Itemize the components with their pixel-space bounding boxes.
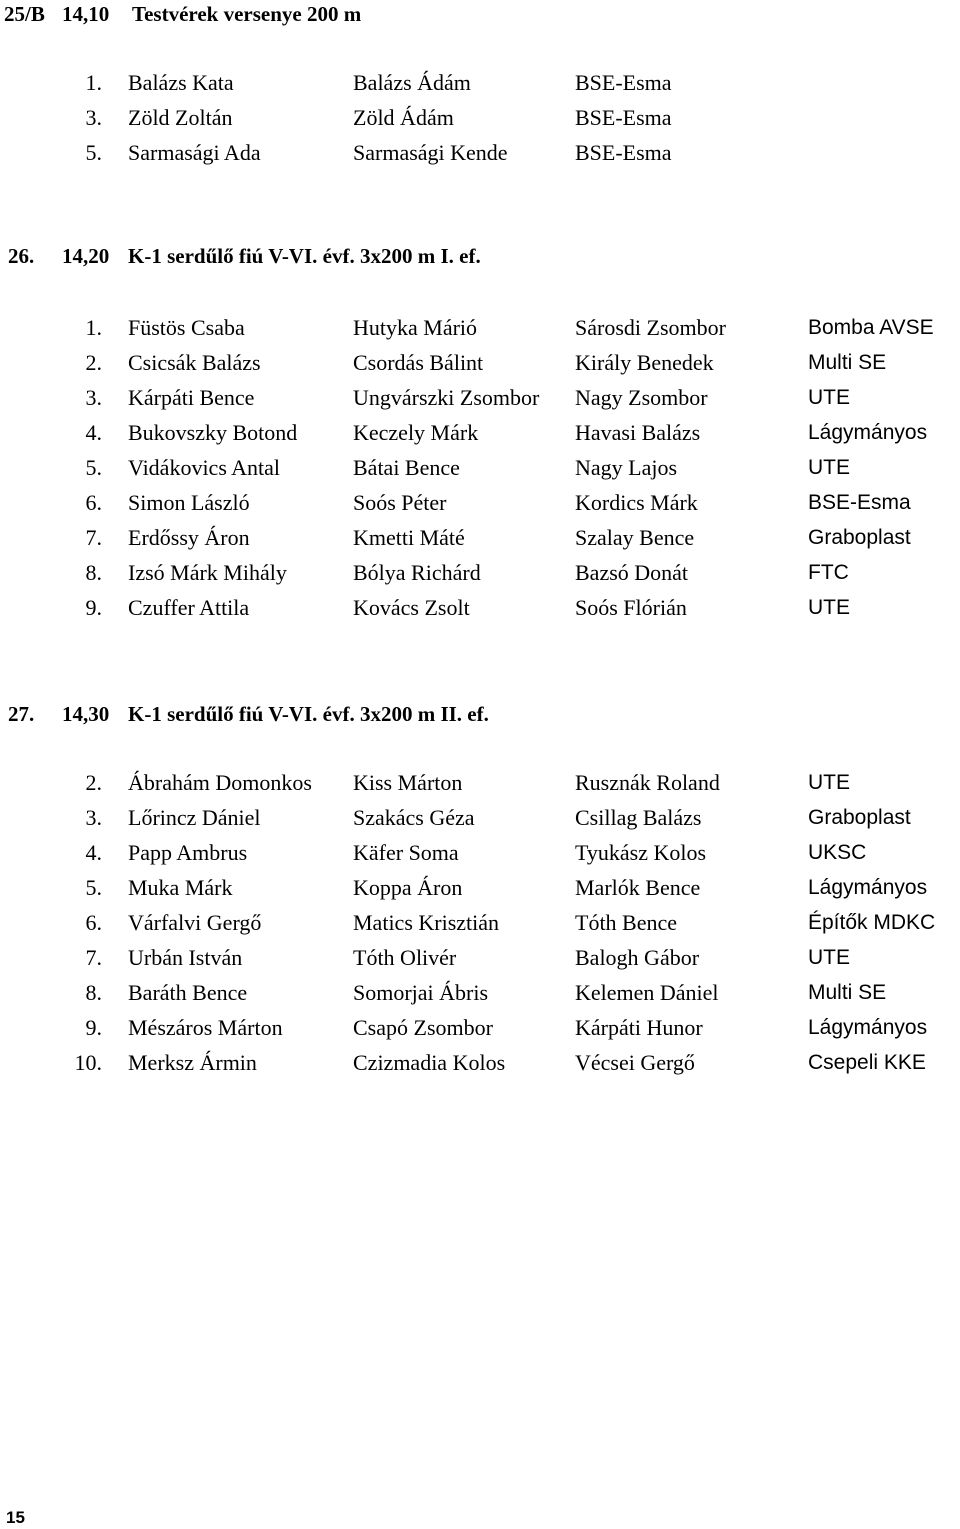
- result-row: [0, 453, 960, 483]
- competitor-2: Keczely Márk: [353, 420, 479, 445]
- section-time: 14,30: [62, 702, 110, 726]
- competitor-1: Füstös Csaba: [128, 315, 245, 340]
- club: Graboplast: [808, 806, 911, 829]
- place: 1.: [85, 315, 102, 340]
- result-row: [0, 943, 960, 973]
- club: Bomba AVSE: [808, 316, 934, 339]
- place: 5.: [85, 455, 102, 480]
- result-row: [0, 348, 960, 378]
- competitor-1: Urbán István: [128, 945, 243, 970]
- competitor-2: Käfer Soma: [353, 840, 459, 865]
- club: Lágymányos: [808, 421, 928, 444]
- competitor-3: Balogh Gábor: [575, 945, 700, 970]
- competitor-1: Mészáros Márton: [128, 1015, 283, 1040]
- competitor-1: Erdőssy Áron: [128, 525, 250, 550]
- competitor-2: Bólya Richárd: [353, 560, 481, 585]
- competitor-1: Czuffer Attila: [128, 595, 250, 620]
- competitor-2: Zöld Ádám: [353, 105, 454, 130]
- competitor-2: Hutyka Márió: [353, 315, 478, 340]
- place: 8.: [85, 560, 102, 585]
- club: UTE: [808, 596, 850, 619]
- result-row: [0, 103, 960, 133]
- club: FTC: [808, 561, 849, 584]
- place: 2.: [85, 770, 102, 795]
- result-row: [0, 908, 960, 938]
- competitor-1: Sarmasági Ada: [128, 140, 261, 165]
- competitor-2: Matics Krisztián: [353, 910, 500, 935]
- competitor-2: Szakács Géza: [353, 805, 475, 830]
- competitor-1: Kárpáti Bence: [128, 385, 255, 410]
- club: Lágymányos: [808, 876, 928, 899]
- competitor-3: Havasi Balázs: [575, 420, 701, 445]
- section-heading: [0, 702, 960, 726]
- competitor-2: Somorjai Ábris: [353, 980, 489, 1005]
- competitor-3: Sárosdi Zsombor: [575, 315, 726, 340]
- place: 3.: [85, 105, 102, 130]
- club: UTE: [808, 386, 850, 409]
- competitor-3: Tóth Bence: [575, 910, 678, 935]
- result-row: [0, 68, 960, 98]
- section-heading: [0, 2, 960, 26]
- place: 3.: [85, 385, 102, 410]
- result-row: [0, 418, 960, 448]
- club: UKSC: [808, 841, 867, 864]
- competitor-2: Balázs Ádám: [353, 70, 471, 95]
- competitor-1: Balázs Kata: [128, 70, 234, 95]
- competitor-1: Ábrahám Domonkos: [128, 770, 312, 795]
- competitor-2: Tóth Olivér: [353, 945, 457, 970]
- competitor-2: Kmetti Máté: [353, 525, 465, 550]
- result-row: [0, 873, 960, 903]
- section-number: 27.: [8, 702, 35, 726]
- competitor-1: Csicsák Balázs: [128, 350, 261, 375]
- result-row: [0, 488, 960, 518]
- competitor-2: Kovács Zsolt: [353, 595, 470, 620]
- competitor-1: Zöld Zoltán: [128, 105, 233, 130]
- result-row: [0, 558, 960, 588]
- place: 4.: [85, 420, 102, 445]
- section-title: K-1 serdűlő fiú V-VI. évf. 3x200 m I. ef.: [128, 244, 481, 268]
- competitor-1: Várfalvi Gergő: [128, 910, 262, 935]
- competitor-3: Király Benedek: [575, 350, 714, 375]
- competitor-3: Csillag Balázs: [575, 805, 702, 830]
- club: BSE-Esma: [575, 105, 672, 130]
- competitor-3: Kelemen Dániel: [575, 980, 719, 1005]
- competitor-3: Vécsei Gergő: [575, 1050, 695, 1075]
- club: Lágymányos: [808, 1016, 928, 1039]
- club: UTE: [808, 771, 850, 794]
- place: 10.: [74, 1050, 102, 1075]
- competitor-3: Nagy Lajos: [575, 455, 678, 480]
- club: Csepeli KKE: [808, 1051, 926, 1074]
- competitor-3: Bazsó Donát: [575, 560, 689, 585]
- competitor-2: Bátai Bence: [353, 455, 460, 480]
- club: BSE-Esma: [575, 140, 672, 165]
- result-row: [0, 593, 960, 623]
- section-time: 14,10: [62, 2, 110, 26]
- club: BSE-Esma: [808, 491, 911, 514]
- section-title: Testvérek versenye 200 m: [132, 2, 362, 26]
- competitor-1: Lőrincz Dániel: [128, 805, 261, 830]
- place: 9.: [85, 595, 102, 620]
- section-time: 14,20: [62, 244, 110, 268]
- club: Multi SE: [808, 351, 887, 374]
- result-row: [0, 803, 960, 833]
- result-row: [0, 313, 960, 343]
- club: UTE: [808, 456, 850, 479]
- competitor-2: Kiss Márton: [353, 770, 463, 795]
- result-row: [0, 1013, 960, 1043]
- section-number: 25/B: [4, 2, 45, 26]
- competitor-1: Simon László: [128, 490, 250, 515]
- competitor-3: Nagy Zsombor: [575, 385, 708, 410]
- club: UTE: [808, 946, 850, 969]
- competitor-1: Izsó Márk Mihály: [128, 560, 287, 585]
- competitor-1: Papp Ambrus: [128, 840, 248, 865]
- place: 5.: [85, 140, 102, 165]
- competitor-1: Vidákovics Antal: [128, 455, 281, 480]
- result-row: [0, 768, 960, 798]
- result-row: [0, 978, 960, 1008]
- competitor-3: Marlók Bence: [575, 875, 701, 900]
- place: 7.: [85, 945, 102, 970]
- place: 2.: [85, 350, 102, 375]
- place: 8.: [85, 980, 102, 1005]
- place: 3.: [85, 805, 102, 830]
- place: 4.: [85, 840, 102, 865]
- result-row: [0, 138, 960, 168]
- result-row: [0, 838, 960, 868]
- section-number: 26.: [8, 244, 35, 268]
- place: 9.: [85, 1015, 102, 1040]
- competitor-1: Merksz Ármin: [128, 1050, 257, 1075]
- competitor-1: Muka Márk: [128, 875, 233, 900]
- club: BSE-Esma: [575, 70, 672, 95]
- competitor-2: Csapó Zsombor: [353, 1015, 493, 1040]
- place: 6.: [85, 490, 102, 515]
- competitor-3: Kordics Márk: [575, 490, 698, 515]
- competitor-2: Koppa Áron: [353, 875, 463, 900]
- competitor-3: Tyukász Kolos: [575, 840, 707, 865]
- competitor-2: Sarmasági Kende: [353, 140, 508, 165]
- section-title: K-1 serdűlő fiú V-VI. évf. 3x200 m II. ef.: [128, 702, 489, 726]
- competitor-3: Kárpáti Hunor: [575, 1015, 703, 1040]
- place: 1.: [85, 70, 102, 95]
- section-heading: [0, 244, 960, 268]
- result-row: [0, 1048, 960, 1078]
- competitor-3: Szalay Bence: [575, 525, 695, 550]
- competitor-2: Czizmadia Kolos: [353, 1050, 506, 1075]
- result-row: [0, 523, 960, 553]
- competitor-3: Rusznák Roland: [575, 770, 720, 795]
- competitor-2: Soós Péter: [353, 490, 447, 515]
- competitor-3: Soós Flórián: [575, 595, 687, 620]
- club: Multi SE: [808, 981, 887, 1004]
- competitor-2: Csordás Bálint: [353, 350, 484, 375]
- result-row: [0, 383, 960, 413]
- club: Graboplast: [808, 526, 911, 549]
- club: Építők MDKC: [808, 911, 936, 934]
- competitor-1: Baráth Bence: [128, 980, 248, 1005]
- competitor-1: Bukovszky Botond: [128, 420, 298, 445]
- place: 7.: [85, 525, 102, 550]
- competitor-2: Ungvárszki Zsombor: [353, 385, 540, 410]
- place: 5.: [85, 875, 102, 900]
- place: 6.: [85, 910, 102, 935]
- page-number: 15: [6, 1508, 25, 1527]
